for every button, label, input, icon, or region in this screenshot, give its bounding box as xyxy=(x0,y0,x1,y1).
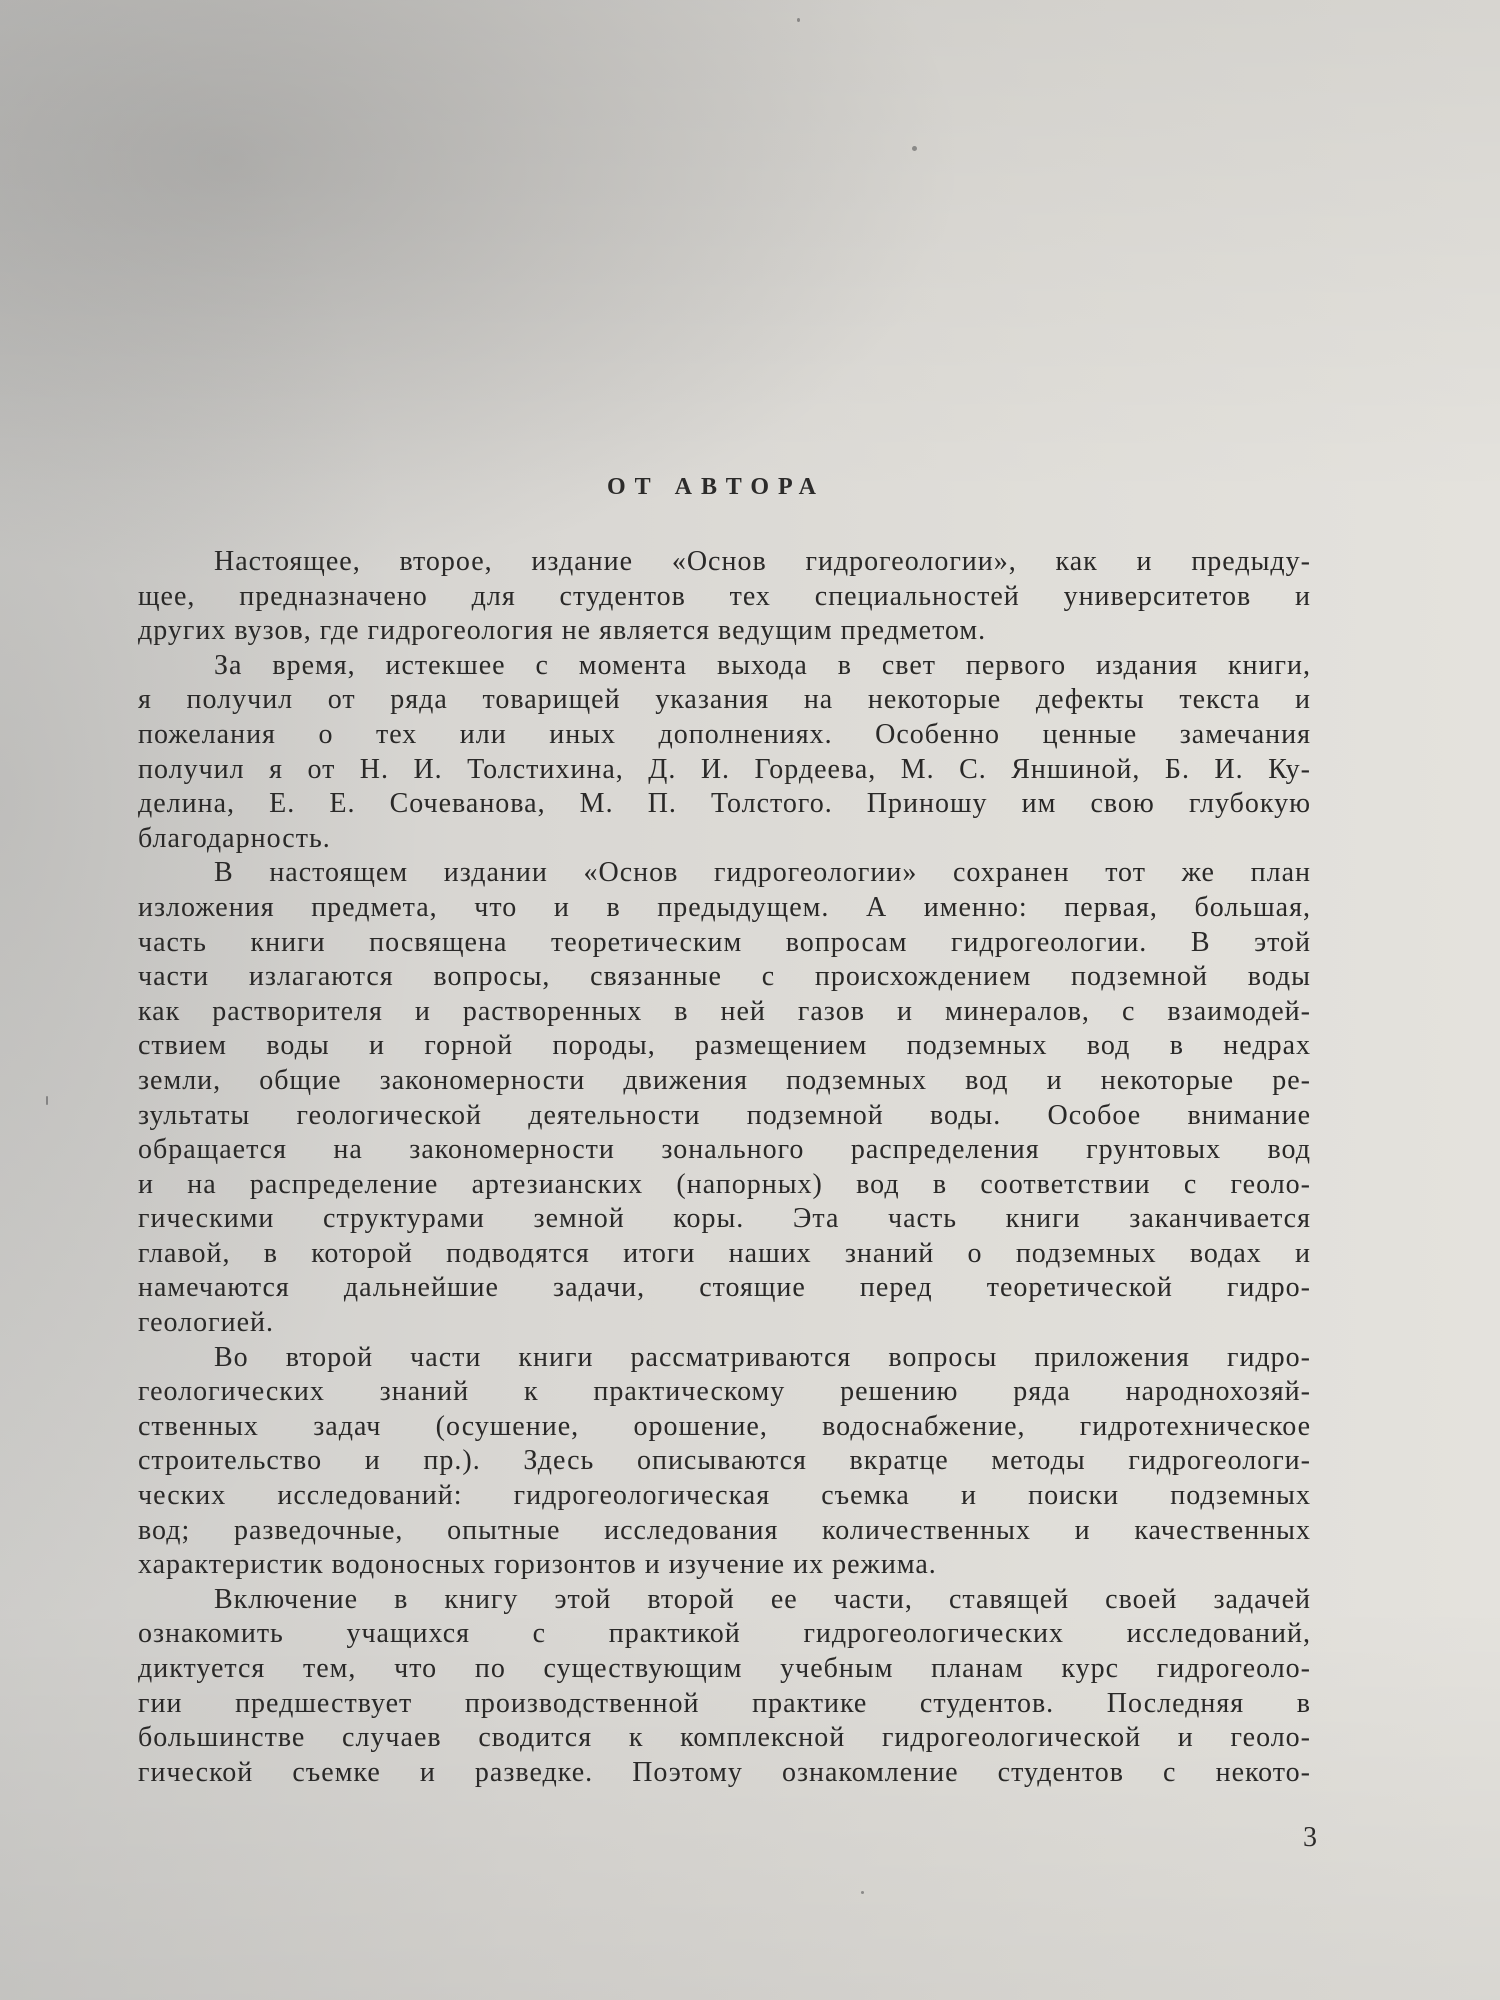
text-line: других вузов, где гидрогеология не является ведущим предметом. xyxy=(138,615,987,647)
paragraph xyxy=(138,856,1311,1340)
paper-speck xyxy=(46,1096,48,1105)
paper-speck xyxy=(797,18,800,22)
text-line: получил я от Н. И. Толстихина, Д. И. Гордеева, М. С. Яншиной, Б. И. Ку- xyxy=(138,753,1311,785)
text-line: ознакомить учащихся с практикой гидрогеологических исследований, xyxy=(138,1618,1311,1650)
text-line: намечаются дальнейшие задачи, стоящие перед теоретической гидро- xyxy=(138,1272,1311,1304)
text-line: гическими структурами земной коры. Эта часть книги заканчивается xyxy=(138,1203,1311,1235)
text-line: Настоящее, второе, издание «Основ гидрогеологии», как и предыду- xyxy=(214,546,1311,577)
text-line: делина, Е. Е. Сочеванова, М. П. Толстого. Приношу им свою глубокую xyxy=(138,788,1311,820)
text-line: гической съемке и разведке. Поэтому ознакомление студентов с некото- xyxy=(138,1756,1311,1788)
text-line: За время, истекшее с момента выхода в свет первого издания книги, xyxy=(214,649,1311,681)
text-line: большинстве случаев сводится к комплексной гидрогеологической и геоло- xyxy=(138,1722,1311,1754)
text-line: гии предшествует производственной практике студентов. Последняя в xyxy=(138,1687,1311,1719)
text-line: вод; разведочные, опытные исследования количественных и качественных xyxy=(138,1514,1311,1546)
text-line: части излагаются вопросы, связанные с происхождением подземной воды xyxy=(138,961,1311,993)
text-line: земли, общие закономерности движения подземных вод и некоторые ре- xyxy=(138,1064,1311,1096)
paper-speck xyxy=(861,1891,864,1894)
text-line: зультаты геологической деятельности подземной воды. Особое внимание xyxy=(138,1099,1311,1131)
text-line: Включение в книгу этой второй ее части, ставящей своей задачей xyxy=(214,1583,1311,1615)
text-line: ческих исследований: гидрогеологическая съемка и поиски подземных xyxy=(138,1480,1311,1512)
text-line: геологических знаний к практическому решению ряда народнохозяй- xyxy=(138,1376,1311,1408)
paragraph xyxy=(138,649,1311,857)
body-text xyxy=(138,545,1311,1790)
page-number: 3 xyxy=(1303,1822,1317,1853)
text-line: В настоящем издании «Основ гидрогеологии» сохранен тот же план xyxy=(214,857,1311,889)
text-line: я получил от ряда товарищей указания на некоторые дефекты текста и xyxy=(138,684,1311,716)
text-line: и на распределение артезианских (напорных) вод в соответствии с геоло- xyxy=(138,1168,1311,1200)
text-line: изложения предмета, что и в предыдущем. А именно: первая, большая, xyxy=(138,891,1311,923)
text-line: пожелания о тех или иных дополнениях. Особенно ценные замечания xyxy=(138,718,1311,750)
text-line: диктуется тем, что по существующим учебным планам курс гидрогеоло- xyxy=(138,1653,1311,1684)
text-line: щее, предназначено для студентов тех специальностей университетов и xyxy=(138,580,1311,612)
chapter-heading: ОТ АВТОРА xyxy=(607,474,825,500)
text-line: Во второй части книги рассматриваются вопросы приложения гидро- xyxy=(214,1341,1311,1373)
paragraph xyxy=(138,1583,1311,1791)
text-line: обращается на закономерности зонального распределения грунтовых вод xyxy=(138,1134,1311,1166)
paper-speck xyxy=(912,146,917,151)
text-line: главой, в которой подводятся итоги наших знаний о подземных водах и xyxy=(138,1237,1311,1269)
text-line: благодарность. xyxy=(138,822,331,854)
text-line: как растворителя и растворенных в ней газов и минералов, с взаимодей- xyxy=(138,995,1311,1027)
text-line: ственных задач (осушение, орошение, водоснабжение, гидротехническое xyxy=(138,1410,1311,1442)
text-line: ствием воды и горной породы, размещением подземных вод в недрах xyxy=(138,1030,1311,1062)
text-line: характеристик водоносных горизонтов и изучение их режима. xyxy=(138,1549,937,1581)
text-line: часть книги посвящена теоретическим вопросам гидрогеологии. В этой xyxy=(138,926,1311,958)
text-line: строительство и пр.). Здесь описываются вкратце методы гидрогеологи- xyxy=(138,1445,1311,1477)
paragraph xyxy=(138,545,1311,649)
text-line: геологией. xyxy=(138,1307,275,1339)
paragraph xyxy=(138,1341,1311,1583)
